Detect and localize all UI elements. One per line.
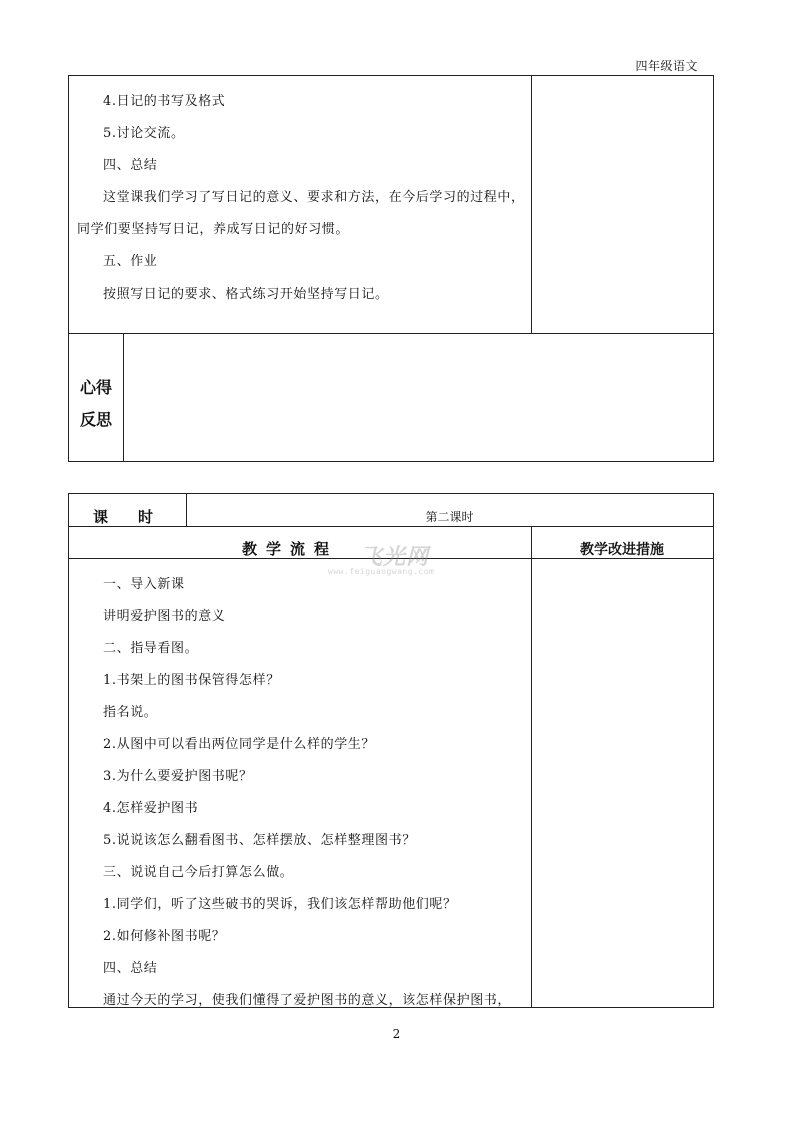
table1-row-divider bbox=[68, 333, 714, 334]
table2-line: 5.说说该怎么翻看图书、怎样摆放、怎样整理图书？ bbox=[103, 833, 416, 848]
table2-line: 指名说。 bbox=[103, 705, 158, 720]
watermark-brand: 飞光网 bbox=[360, 545, 430, 570]
table2-line: 3.为什么要爱护图书呢？ bbox=[103, 769, 253, 784]
table1-column-divider bbox=[531, 75, 532, 333]
table1-line: 四、总结 bbox=[103, 158, 158, 173]
page-number: 2 bbox=[392, 1027, 401, 1041]
reflection-label-divider bbox=[123, 333, 124, 462]
table1-line: 五、作业 bbox=[103, 254, 158, 269]
table2-line: 讲明爱护图书的意义 bbox=[103, 609, 226, 624]
watermark-url: www.feiguangwang.com bbox=[328, 567, 435, 576]
table2-line: 二、指导看图。 bbox=[103, 641, 199, 656]
table1-line: 同学们要坚持写日记，养成写日记的好习惯。 bbox=[77, 222, 350, 237]
table2-line: 1.书架上的图书保管得怎样？ bbox=[103, 673, 280, 688]
table2-column-divider bbox=[531, 526, 532, 1008]
flow-header: 教学流程 bbox=[242, 540, 339, 558]
table1-line: 4.日记的书写及格式 bbox=[103, 94, 226, 109]
table2-line: 三、说说自己今后打算怎么做。 bbox=[103, 865, 294, 880]
improve-header: 教学改进措施 bbox=[580, 542, 664, 558]
table2-row-divider-1 bbox=[68, 526, 714, 527]
table2-line: 一、导入新课 bbox=[103, 577, 185, 592]
table2-line: 1.同学们，听了这些破书的哭诉，我们该怎样帮助他们呢？ bbox=[103, 897, 457, 912]
table2-line: 2.如何修补图书呢？ bbox=[103, 929, 226, 944]
table2-line: 2.从图中可以看出两位同学是什么样的学生？ bbox=[103, 737, 376, 752]
table2-line: 四、总结 bbox=[103, 961, 158, 976]
table1-line: 按照写日记的要求、格式练习开始坚持写日记。 bbox=[103, 287, 389, 302]
table1-line: 这堂课我们学习了写日记的意义、要求和方法，在今后学习的过程中， bbox=[103, 190, 525, 205]
reflection-label-line1: 心得 bbox=[79, 378, 112, 397]
reflection-label-line2: 反思 bbox=[79, 410, 112, 429]
header-course: 四年级语文 bbox=[635, 59, 698, 73]
period-label: 课 时 bbox=[93, 508, 154, 526]
period-value: 第二课时 bbox=[425, 510, 474, 524]
table1-line: 5.讨论交流。 bbox=[103, 126, 185, 141]
table2-line: 通过今天的学习，使我们懂得了爱护图书的意义，该怎样保护图书， bbox=[103, 993, 512, 1008]
table2-line: 4.怎样爱护图书 bbox=[103, 801, 199, 816]
